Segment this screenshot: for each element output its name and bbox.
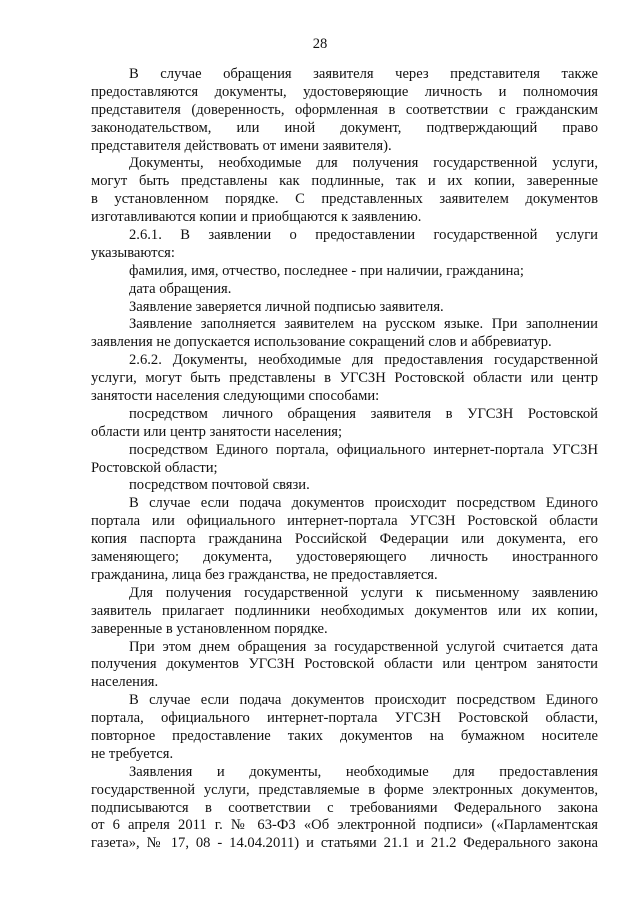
text-line: 2.6.2. Документы, необходимые для предоставления государственной: [129, 352, 598, 369]
text-line: Заявления и документы, необходимые для предоставления: [129, 763, 598, 780]
text-line: Для получения государственной услуги к письменному заявлению: [129, 584, 598, 601]
text-line: В случае если подача документов происходит посредством Единого: [129, 692, 598, 709]
page-number: 28: [312, 36, 328, 52]
text-line: дата обращения.: [129, 280, 232, 297]
text-line: заявитель прилагает подлинники необходимых документов или их копии,: [91, 602, 598, 619]
text-line: заверенные в установленном порядке.: [91, 620, 328, 637]
text-line: получения документов УГСЗН Ростовской области или центром занятости: [91, 656, 598, 673]
text-line: 2.6.1. В заявлении о предоставлении государственной услуги: [129, 227, 598, 244]
text-line: подписываются в соответствии с требованиями Федерального закона: [91, 799, 598, 816]
text-line: портала или официального интернет-портала УГСЗН Ростовской области: [91, 513, 598, 530]
text-line: государственной услуги, представляемые в форме электронных документов,: [91, 781, 598, 798]
text-line: населения.: [91, 674, 159, 691]
text-line: области или центр занятости населения;: [91, 423, 343, 440]
text-line: предоставляются документы, удостоверяющие личность и полномочия: [91, 83, 598, 100]
text-line: посредством личного обращения заявителя в УГСЗН Ростовской: [129, 405, 598, 422]
text-line: представителя действовать от имени заявителя).: [91, 137, 392, 154]
text-line: представителя (доверенность, оформленная в соответствии с гражданским: [91, 101, 598, 118]
text-line: В случае если подача документов происходит посредством Единого: [129, 495, 598, 512]
text-line: Ростовской области;: [91, 459, 218, 476]
text-line: в установленном порядке. С представленных заявителем документов: [91, 191, 598, 208]
text-line: заменяющего; документа, удостоверяющего личность иностранного: [91, 549, 598, 566]
text-line: Документы, необходимые для получения государственной услуги,: [129, 155, 598, 172]
text-line: законодательством, или иной документ, подтверждающий право: [91, 119, 598, 136]
text-line: копия паспорта гражданина Российской Федерации или документа, его: [91, 531, 598, 548]
text-line: посредством почтовой связи.: [129, 477, 310, 494]
text-line: портала, официального интернет-портала УГСЗН Ростовской области,: [91, 710, 598, 727]
text-line: В случае обращения заявителя через представителя также: [129, 66, 598, 82]
text-line: могут быть представлены как подлинные, так и их копии, заверенные: [91, 173, 598, 190]
text-line: заявления не допускается использование сокращений слов и аббревиатур.: [91, 334, 552, 351]
text-line: При этом днем обращения за государственной услугой считается дата: [129, 638, 598, 655]
text-line: Заявление заполняется заявителем на русском языке. При заполнении: [129, 316, 598, 333]
text-line: гражданина, лица без гражданства, не предоставляется.: [91, 566, 438, 583]
text-line: указываются:: [91, 244, 175, 261]
text-line: посредством Единого портала, официального интернет-портала УГСЗН: [129, 441, 598, 458]
text-line: Заявление заверяется личной подписью заявителя.: [129, 298, 444, 315]
document-body: [91, 66, 598, 853]
text-line: повторное предоставление таких документов на бумажном носителе: [91, 727, 598, 744]
text-line: занятости населения следующими способами:: [91, 388, 380, 405]
text-line: фамилия, имя, отчество, последнее - при наличии, гражданина;: [129, 262, 524, 279]
text-line: от 6 апреля 2011 г. № 63-ФЗ «Об электронной подписи» («Парламентская: [91, 817, 598, 834]
text-line: не требуется.: [91, 745, 174, 762]
text-line: услуги, могут быть представлены в УГСЗН Ростовской области или центр: [91, 370, 598, 387]
text-line: изготавливаются копии и приобщаются к заявлению.: [91, 209, 422, 226]
text-line: газета», № 17, 08 - 14.04.2011) и статьями 21.1 и 21.2 Федерального закона: [91, 835, 598, 852]
